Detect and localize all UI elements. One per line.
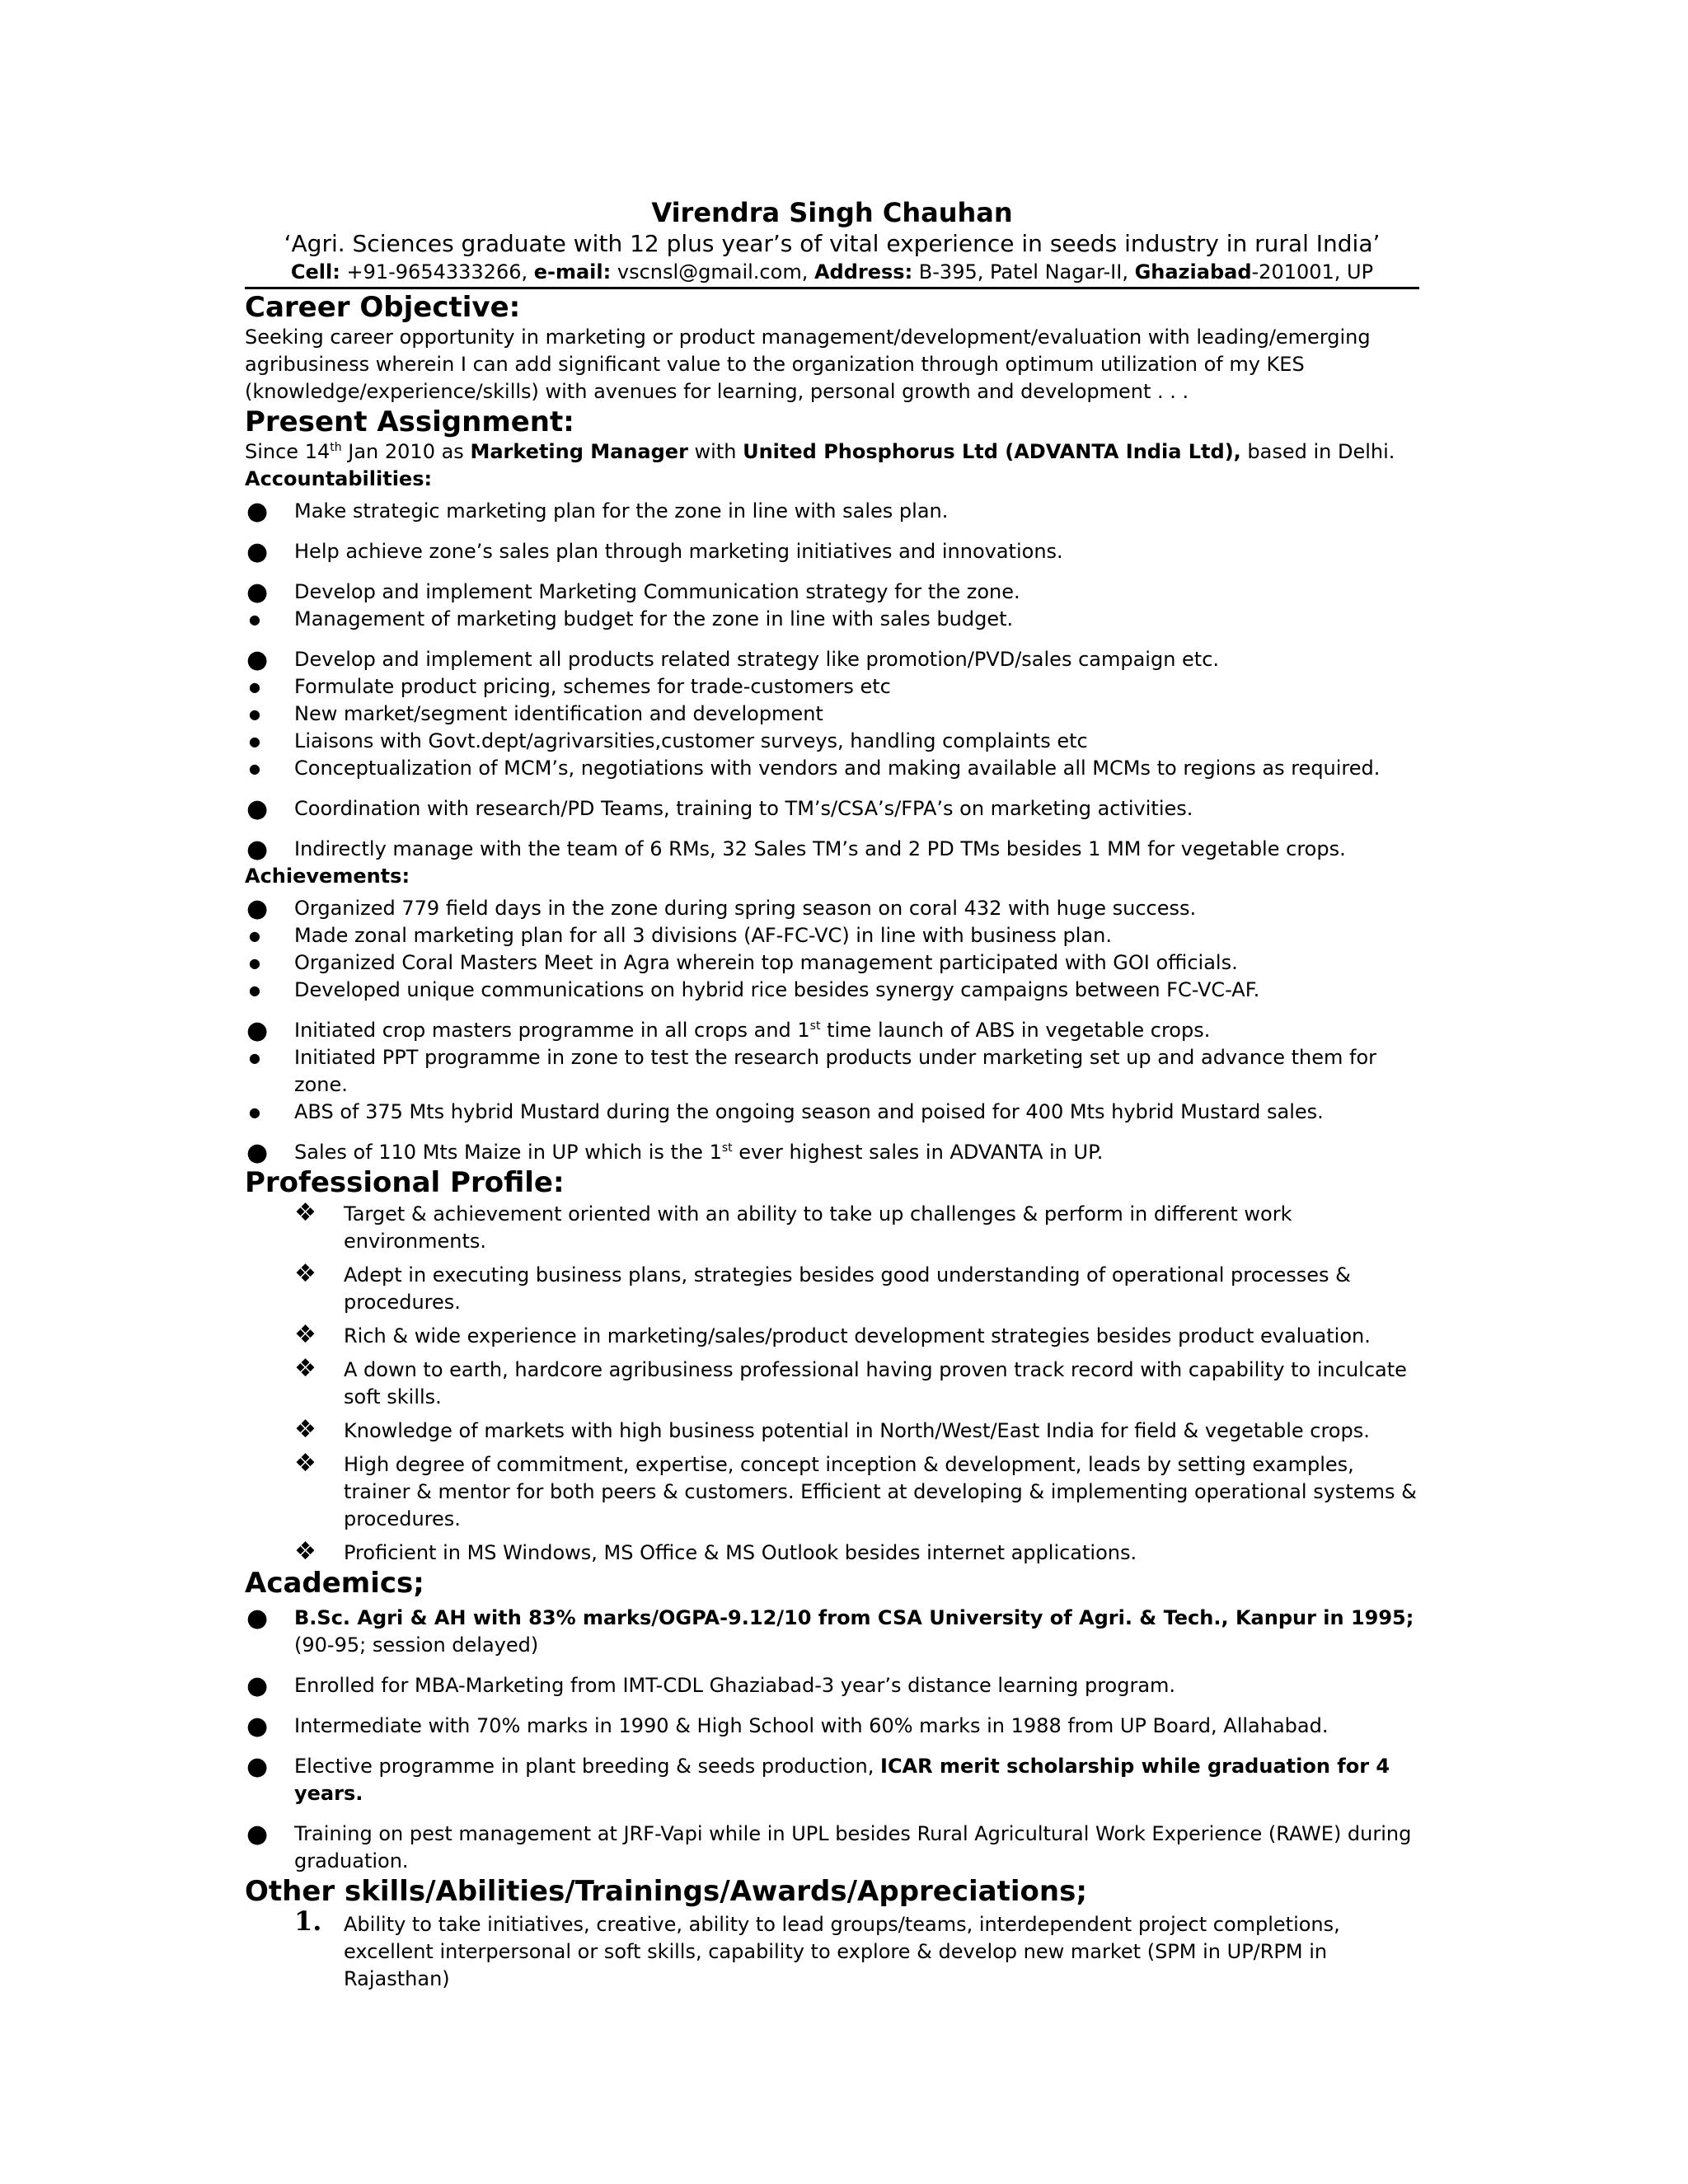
list-item-text: Liaisons with Govt.dept/agrivarsities,customer surveys, handling complaints etc (294, 729, 1088, 752)
diamond-bullet-icon: ❖ (294, 1449, 316, 1478)
list-item-text: A down to earth, hardcore agribusiness professional having proven track record with capability to inculcate soft skills. (344, 1358, 1407, 1408)
cell-label: Cell: (290, 260, 340, 284)
list-item (245, 1821, 1419, 1875)
list-item-text: Training on pest management at JRF-Vapi while in UPL besides Rural Agricultural Work Experience (RAWE) during graduation. (294, 1822, 1412, 1872)
based-text: based in Delhi. (1240, 440, 1395, 463)
list-item (245, 646, 1419, 673)
bullet-icon: ● (249, 706, 260, 722)
ordinal-sup: st (721, 1141, 733, 1155)
list-item-text: Ability to take initiatives, creative, ability to lead groups/teams, interdependent project completions, excellent interpersonal or soft skills, capability to explore & develop new market (SPM in UP/RPM in Rajasthan) (344, 1913, 1340, 1990)
bullet-icon: ● (246, 1712, 269, 1741)
list-item-text: Develop and implement all products related strategy like promotion/PVD/sales campaign etc. (294, 648, 1220, 671)
career-objective-text: Seeking career opportunity in marketing or product management/development/evaluation with leading/emerging agribusiness wherein I can add significant value to the organization through optimum utilization of my KES (knowledge/experience/skills) with avenues for learning, personal growth and development . . . (245, 326, 1371, 403)
bullet-icon: ● (249, 982, 260, 998)
list-item-text: High degree of commitment, expertise, concept inception & development, leads by setting examples, trainer & mentor for both peers & customers. Efficient at developing & implementing operational systems & procedures. (344, 1453, 1417, 1530)
present-assignment-heading: Present Assignment: (245, 405, 574, 438)
present-assignment-line (245, 438, 1419, 466)
address-city: Ghaziabad (1134, 260, 1252, 284)
bullet-icon: ● (249, 733, 260, 749)
profile-list (245, 1198, 1419, 1567)
diamond-bullet-icon: ❖ (294, 1537, 316, 1566)
address-label: Address: (814, 260, 913, 284)
list-item-text: Target & achievement oriented with an ability to take up challenges & perform in different work environments. (344, 1202, 1292, 1253)
list-item-text: Initiated PPT programme in zone to test the research products under marketing set up and advance them for zone. (294, 1046, 1377, 1096)
list-item-text: ever highest sales in ADVANTA in UP. (732, 1141, 1104, 1164)
tagline: ‘Agri. Sciences graduate with 12 plus year’s of vital experience in seeds industry in rural India’ (284, 230, 1381, 257)
list-item-text: Intermediate with 70% marks in 1990 & High School with 60% marks in 1988 from UP Board, Allahabad. (294, 1714, 1329, 1737)
list-item-text: Sales of 110 Mts Maize in UP which is the 1 (294, 1141, 722, 1164)
since-sup: th (330, 441, 342, 454)
email-label: e-mail: (533, 260, 612, 284)
list-item-text: Adept in executing business plans, strategies besides good understanding of operational processes & procedures. (344, 1263, 1351, 1314)
diamond-bullet-icon: ❖ (294, 1320, 316, 1349)
career-objective-heading: Career Objective: (245, 291, 521, 324)
list-item (245, 1017, 1419, 1044)
contact-line (245, 259, 1419, 285)
cell-value: +91-9654333266, (340, 260, 534, 284)
professional-profile-heading: Professional Profile: (245, 1166, 565, 1199)
accountabilities-list (245, 498, 1419, 863)
list-item-text: Organized 779 field days in the zone during spring season on coral 432 with huge success. (294, 897, 1197, 920)
list-item (245, 1139, 1419, 1166)
list-number: 1. (294, 1905, 322, 1937)
candidate-name: Virendra Singh Chauhan (651, 197, 1013, 228)
list-item-text: Made zonal marketing plan for all 3 divisions (AF-FC-VC) in line with business plan. (294, 924, 1112, 947)
bullet-icon: ● (249, 761, 260, 776)
list-item (245, 1753, 1419, 1807)
list-item (245, 1605, 1419, 1659)
diamond-bullet-icon: ❖ (294, 1354, 316, 1383)
list-item (245, 606, 1419, 633)
list-item (294, 1537, 1419, 1567)
role-title: Marketing Manager (470, 440, 688, 463)
list-item (245, 579, 1419, 606)
address-tail: -201001, UP (1251, 260, 1374, 284)
list-item (294, 1259, 1419, 1316)
list-item-text: New market/segment identification and development (294, 702, 823, 725)
list-item (294, 1320, 1419, 1350)
address-value: B-395, Patel Nagar-II, (912, 260, 1135, 284)
list-item-text: Initiated crop masters programme in all crops and 1 (294, 1019, 810, 1042)
diamond-bullet-icon: ❖ (294, 1415, 316, 1444)
since-rest: Jan 2010 as (341, 440, 471, 463)
bullet-icon: ● (246, 537, 269, 566)
bullet-icon: ● (249, 679, 260, 695)
company-name: United Phosphorus Ltd (ADVANTA India Ltd), (743, 440, 1241, 463)
with-text: with (687, 440, 743, 463)
bullet-icon: ● (246, 1138, 269, 1167)
list-item (245, 949, 1419, 977)
list-item (245, 1713, 1419, 1740)
bullet-icon: ● (246, 1752, 269, 1781)
list-item-text: Enrolled for MBA-Marketing from IMT-CDL Ghaziabad-3 year’s distance learning program. (294, 1674, 1176, 1697)
list-item (245, 498, 1419, 525)
list-item (245, 673, 1419, 701)
bullet-icon: ● (249, 1050, 260, 1066)
list-item-text: Knowledge of markets with high business potential in North/West/East India for field & vegetable crops. (344, 1419, 1370, 1442)
list-item-bold-text: B.Sc. Agri & AH with 83% marks/OGPA-9.12/10 from CSA University of Agri. & Tech., Kanpur in 1995; (294, 1606, 1414, 1629)
list-item-text: Help achieve zone’s sales plan through marketing initiatives and innovations. (294, 540, 1063, 563)
header-divider (245, 287, 1419, 289)
list-item (294, 1415, 1419, 1445)
bullet-icon: ● (246, 1820, 269, 1849)
list-item (294, 1354, 1419, 1411)
resume-page (245, 0, 1419, 1993)
achievements-list (245, 895, 1419, 1166)
list-item (245, 977, 1419, 1004)
list-item (245, 895, 1419, 922)
diamond-bullet-icon: ❖ (294, 1198, 316, 1227)
list-item (294, 1451, 1419, 1533)
list-item-bold-text: ICAR merit scholarship while graduation for 4 years. (294, 1755, 1390, 1805)
bullet-icon: ● (246, 645, 269, 674)
list-item-text: Develop and implement Marketing Communication strategy for the zone. (294, 580, 1020, 603)
list-item (245, 795, 1419, 823)
list-item (245, 1044, 1419, 1099)
list-item (245, 701, 1419, 728)
list-item (245, 728, 1419, 755)
list-item-text: Proficient in MS Windows, MS Office & MS Outlook besides internet applications. (344, 1541, 1137, 1564)
list-item-text: Formulate product pricing, schemes for trade-customers etc (294, 675, 891, 698)
list-item (245, 922, 1419, 949)
list-item (245, 538, 1419, 565)
bullet-icon: ● (249, 928, 260, 944)
list-item (245, 755, 1419, 782)
list-item-text: Indirectly manage with the team of 6 RMs, 32 Sales TM’s and 2 PD TMs besides 1 MM for vegetable crops. (294, 837, 1346, 860)
bullet-icon: ● (246, 835, 269, 864)
ordinal-sup: st (809, 1019, 821, 1033)
bullet-icon: ● (246, 1671, 269, 1700)
list-item (294, 1905, 1419, 1993)
list-item-text: Elective programme in plant breeding & seeds production, (294, 1755, 881, 1778)
accountabilities-heading: Accountabilities: (245, 467, 433, 490)
other-skills-heading: Other skills/Abilities/Trainings/Awards/Appreciations; (245, 1875, 1087, 1908)
list-item (245, 1099, 1419, 1126)
bullet-icon: ● (246, 497, 269, 526)
list-item-text: Developed unique communications on hybrid rice besides synergy campaigns between FC-VC-AF. (294, 978, 1260, 1001)
bullet-icon: ● (249, 955, 260, 971)
academics-heading: Academics; (245, 1567, 424, 1600)
skills-list (245, 1905, 1419, 1993)
list-item-text: Organized Coral Masters Meet in Agra wherein top management participated with GOI officials. (294, 951, 1238, 974)
bullet-icon: ● (246, 794, 269, 823)
list-item-text: time launch of ABS in vegetable crops. (820, 1019, 1211, 1042)
list-item-text: Coordination with research/PD Teams, training to TM’s/CSA’s/FPA’s on marketing activities. (294, 797, 1193, 820)
list-item-text: Rich & wide experience in marketing/sales/product development strategies besides product evaluation. (344, 1324, 1371, 1347)
bullet-icon: ● (249, 1104, 260, 1120)
academics-list (245, 1605, 1419, 1875)
email-value: vscnsl@gmail.com, (611, 260, 814, 284)
list-item (245, 1672, 1419, 1699)
resume-header (245, 196, 1419, 285)
since-text: Since 14 (245, 440, 331, 463)
diamond-bullet-icon: ❖ (294, 1259, 316, 1288)
bullet-icon: ● (246, 578, 269, 607)
bullet-icon: ● (246, 894, 269, 923)
list-item-text: Management of marketing budget for the zone in line with sales budget. (294, 607, 1014, 630)
achievements-heading: Achievements: (245, 865, 410, 888)
list-item-text: Conceptualization of MCM’s, negotiations with vendors and making available all MCMs to regions as required. (294, 757, 1381, 780)
list-item (245, 836, 1419, 863)
bullet-icon: ● (249, 612, 260, 627)
list-item-text: ABS of 375 Mts hybrid Mustard during the ongoing season and poised for 400 Mts hybrid Mustard sales. (294, 1100, 1324, 1123)
list-item (294, 1198, 1419, 1255)
list-item-text: (90-95; session delayed) (294, 1633, 539, 1657)
list-item-text: Make strategic marketing plan for the zone in line with sales plan. (294, 499, 949, 523)
bullet-icon: ● (246, 1016, 269, 1045)
bullet-icon: ● (246, 1604, 269, 1633)
